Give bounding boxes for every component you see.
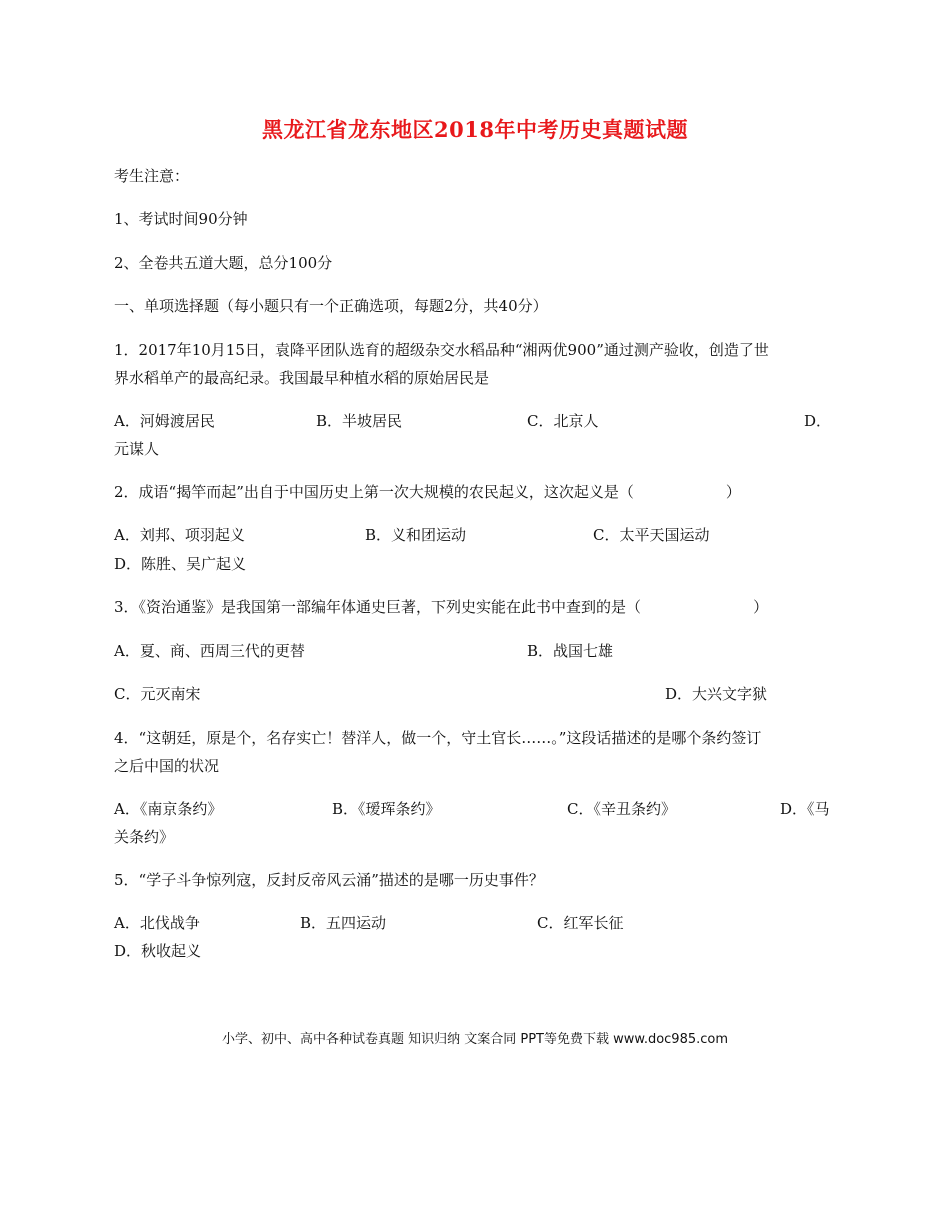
question-4-option-a: A．《南京条约》 — [114, 800, 223, 818]
question-3-option-b: B．战国七雄 — [527, 642, 614, 660]
question-1-option-d-text: 元谋人 — [114, 440, 160, 458]
notice-item-time: 1、考试时间90分钟 — [114, 210, 248, 228]
footer-note: 小学、初中、高中各种试卷真题 知识归纳 文案合同 PPT等免费下载 www.doc985.com — [221, 1032, 729, 1047]
question-4-option-b: B．《瑷珲条约》 — [332, 800, 441, 818]
page-title: 黑龙江省龙东地区2018年中考历史真题试题 — [262, 117, 688, 142]
question-3-option-a: A．夏、商、西周三代的更替 — [114, 642, 305, 660]
question-5-option-c: C．红军长征 — [537, 914, 624, 932]
question-3-option-c: C．元灭南宋 — [114, 685, 201, 703]
question-2-option-d: D．陈胜、吴广起义 — [114, 555, 247, 573]
notice-heading: 考生注意： — [114, 167, 190, 185]
question-1-stem-line1: 1．2017年10月15日，袁降平团队选育的超级杂交水稻品种“湘两优900”通过测产验收，创造了世 — [114, 341, 769, 359]
question-5-option-a: A．北伐战争 — [114, 914, 200, 932]
question-1-option-b: B．半坡居民 — [316, 412, 403, 430]
question-2-stem-text: 2．成语“揭竿而起”出自于中国历史上第一次大规模的农民起义，这次起义是（ — [114, 483, 634, 501]
question-3-stem-text: 3．《资治通鉴》是我国第一部编年体通史巨著，下列史实能在此书中查到的是（ — [114, 598, 642, 616]
question-3-stem-close: ） — [753, 598, 769, 616]
question-1-stem-line2: 界水稻单产的最高纪录。我国最早种植水稻的原始居民是 — [114, 369, 490, 387]
question-4-stem-line1: 4．“这朝廷，原是个，名存实亡！替洋人，做一个，守土官长……。”这段话描述的是哪个条约签订 — [114, 729, 762, 747]
question-5-stem: 5．“学子斗争惊列寇，反封反帝风云涌”描述的是哪一历史事件？ — [114, 871, 544, 889]
question-3-option-d: D．大兴文字狱 — [665, 685, 768, 703]
question-2-option-c: C．太平天国运动 — [593, 526, 710, 544]
question-3-stem — [114, 596, 768, 618]
question-1-option-d-label: D． — [804, 412, 832, 430]
question-4-option-d-label: D．《马 — [780, 800, 830, 818]
question-5-option-d: D．秋收起义 — [114, 942, 202, 960]
notice-item-score: 2、全卷共五道大题，总分100分 — [114, 254, 333, 272]
question-2-option-b: B．义和团运动 — [365, 526, 467, 544]
question-2-option-a: A．刘邦、项羽起义 — [114, 526, 245, 544]
question-4-option-d-text: 关条约》 — [114, 828, 175, 846]
question-2-stem-close: ） — [725, 483, 741, 501]
question-2-stem — [114, 481, 741, 503]
question-5-option-b: B．五四运动 — [300, 914, 387, 932]
question-4-stem-line2: 之后中国的状况 — [114, 757, 220, 775]
question-4-option-c: C．《辛丑条约》 — [567, 800, 676, 818]
question-1-option-a: A．河姆渡居民 — [114, 412, 215, 430]
section-heading: 一、单项选择题（每小题只有一个正确选项，每题2分，共40分） — [114, 297, 548, 315]
question-1-option-c: C．北京人 — [527, 412, 599, 430]
